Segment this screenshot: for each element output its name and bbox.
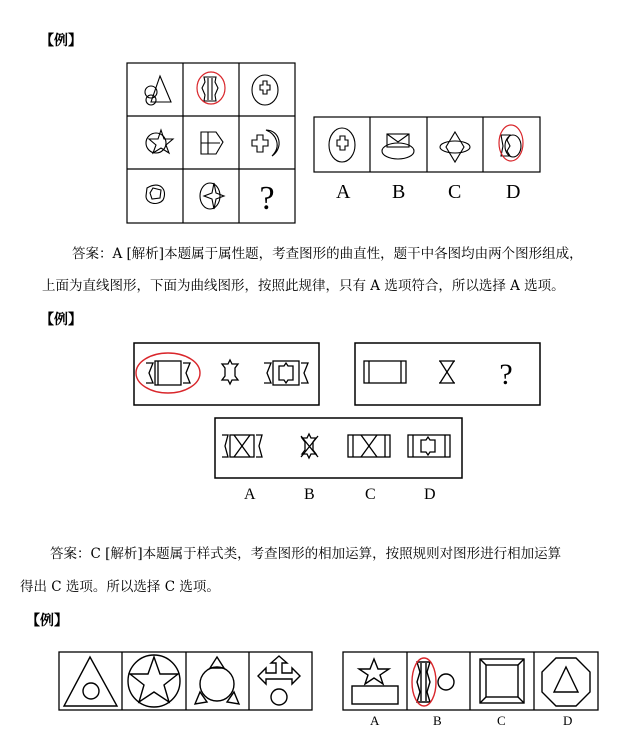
circle-triangle-points-figure	[195, 657, 239, 704]
triangle-circles-figure	[145, 76, 171, 105]
option-c-figure	[348, 435, 390, 457]
highlight-circle	[136, 353, 200, 393]
option-a-figure	[352, 659, 398, 704]
star-circle-figure	[146, 130, 173, 153]
option-b-figure	[301, 434, 318, 458]
option-a-figure	[222, 435, 262, 457]
highlight-circle	[412, 658, 436, 706]
option-a-label: A	[336, 181, 351, 203]
ribbon-rect-figure	[146, 361, 190, 385]
cross-crescent-figure	[252, 130, 279, 156]
option-c-figure	[440, 132, 470, 162]
ellipse-cross-figure	[252, 75, 278, 105]
answer-line-2: 得出 C 选项。所以选择 C 选项。	[20, 579, 220, 595]
option-a-label: A	[244, 486, 256, 503]
option-b-label: B	[433, 713, 442, 728]
option-a-figure	[329, 128, 355, 162]
question-mark: ?	[259, 180, 275, 217]
option-c-label: C	[497, 713, 506, 728]
option-b-label: B	[392, 181, 406, 203]
grid-shape-figure	[201, 132, 223, 154]
option-d-label: D	[506, 181, 521, 203]
option-c-figure	[480, 659, 524, 703]
plus-blob-figure	[222, 360, 238, 384]
option-c-label: C	[365, 486, 376, 503]
example-3-label: 【例】	[26, 613, 68, 629]
bar-shape-figure	[202, 77, 218, 101]
hourglass-figure	[439, 361, 455, 383]
oval-star-figure	[200, 183, 224, 209]
option-a-label: A	[370, 713, 380, 728]
option-d-figure	[501, 135, 521, 157]
framed-rect-figure	[364, 361, 406, 383]
question-mark: ?	[499, 358, 513, 391]
option-d-label: D	[424, 486, 436, 503]
circle-star-figure	[128, 655, 180, 707]
option-b-label: B	[304, 486, 315, 503]
option-d-label: D	[563, 713, 573, 728]
ribbon-plus-figure	[264, 361, 308, 385]
answer-line-1: 答案：C [解析]本题属于样式类，考查图形的相加运算，按照规则对图形进行相加运算	[50, 546, 562, 562]
option-d-figure	[542, 658, 590, 706]
pentagon-blob-figure	[146, 185, 165, 203]
example-2-label: 【例】	[40, 312, 82, 328]
answer-line-2: 上面为直线图形，下面为曲线图形，按照此规律，只有 A 选项符合，所以选择 A 选项。	[42, 278, 565, 294]
triangle-circle-figure	[64, 657, 117, 706]
option-d-figure	[408, 435, 450, 457]
arrows-circle-figure	[258, 656, 300, 705]
option-b-figure	[382, 134, 414, 159]
example-1-label: 【例】	[40, 33, 82, 49]
option-c-label: C	[448, 181, 462, 203]
answer-line-1: 答案：A [解析]本题属于属性题，考查图形的曲直性，题干中各图均由两个图形组成，	[72, 246, 583, 262]
